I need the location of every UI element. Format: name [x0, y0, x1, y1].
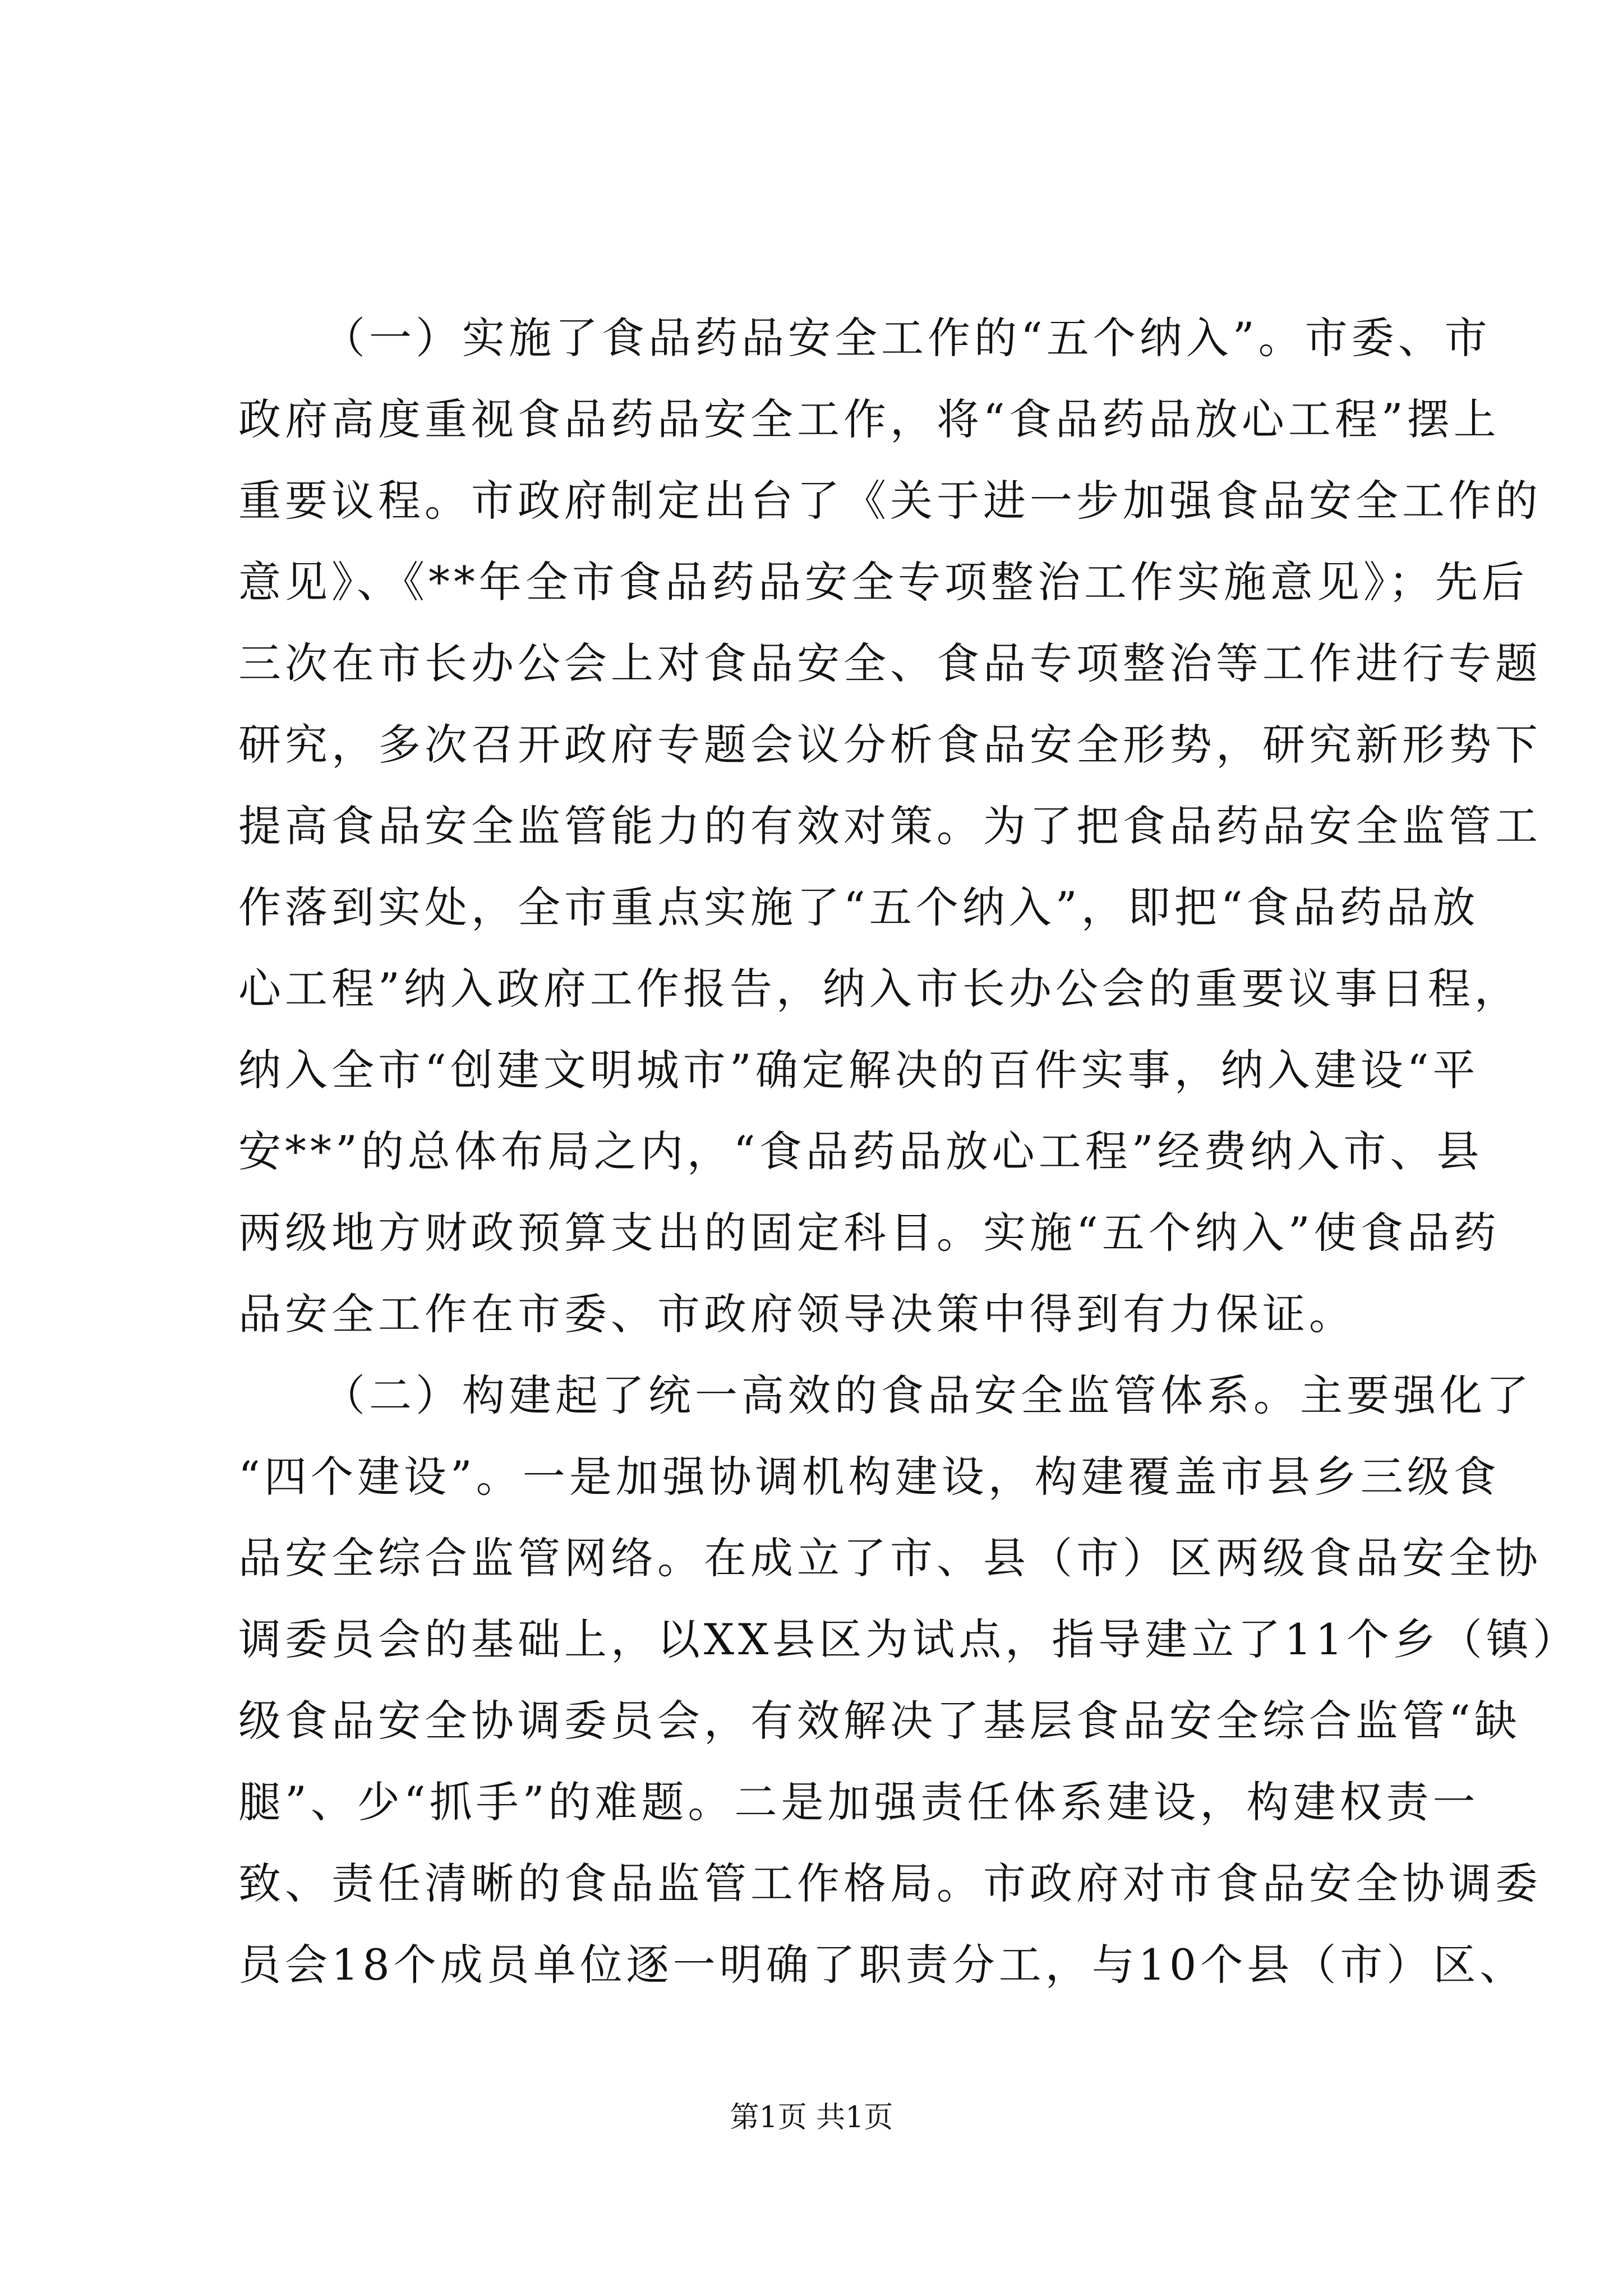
paragraph-2-line: 员会18个成员单位逐一明确了职责分工，与10个县（市）区、 [238, 1940, 1527, 1990]
paragraph-1-line: 两级地方财政预算支出的固定科目。实施“五个纳入”使食品药 [238, 1208, 1500, 1258]
paragraph-2-line: 致、责任清晰的食品监管工作格局。市政府对市食品安全协调委 [238, 1858, 1542, 1908]
paragraph-1-line: 品安全工作在市委、市政府领导决策中得到有力保证。 [238, 1289, 1355, 1339]
paragraph-1-line: 重要议程。市政府制定出台了《关于进一步加强食品安全工作的 [238, 476, 1542, 526]
paragraph-1-line: 安**”的总体布局之内，“食品药品放心工程”经费纳入市、县 [238, 1126, 1483, 1176]
page-number-footer: 第1页 共1页 [730, 2101, 893, 2134]
paragraph-2-line: 腿”、少“抓手”的难题。二是加强责任体系建设，构建权责一 [238, 1777, 1479, 1827]
paragraph-1-line: 提高食品安全监管能力的有效对策。为了把食品药品安全监管工 [238, 801, 1542, 851]
paragraph-1-line: 纳入全市“创建文明城市”确定解决的百件实事，纳入建设“平 [238, 1045, 1479, 1095]
paragraph-2-line: （二）构建起了统一高效的食品安全监管体系。主要强化了 [322, 1370, 1533, 1420]
paragraph-2-line: “四个建设”。一是加强协调机构建设，构建覆盖市县乡三级食 [238, 1452, 1500, 1502]
paragraph-1-line: 政府高度重视食品药品安全工作，将“食品药品放心工程”摆上 [238, 394, 1500, 444]
document-body [238, 297, 1579, 2005]
paragraph-1-line: （一）实施了食品药品安全工作的“五个纳入”。市委、市 [322, 313, 1491, 363]
paragraph-1-line: 意见》、《**年全市食品药品安全专项整治工作实施意见》；先后 [238, 557, 1528, 607]
paragraph-2-line: 调委员会的基础上，以XX县区为试点，指导建立了11个乡（镇） [238, 1614, 1579, 1664]
paragraph-1-line: 作落到实处，全市重点实施了“五个纳入”，即把“食品药品放 [238, 882, 1479, 932]
paragraph-2-line: 级食品安全协调委员会，有效解决了基层食品安全综合监管“缺 [238, 1696, 1521, 1746]
paragraph-1-line: 研究，多次召开政府专题会议分析食品安全形势，研究新形势下 [238, 720, 1542, 770]
paragraph-1-line: 心工程”纳入政府工作报告，纳入市长办公会的重要议事日程， [238, 964, 1521, 1014]
paragraph-2-line: 品安全综合监管网络。在成立了市、县（市）区两级食品安全协 [238, 1533, 1542, 1583]
paragraph-1-line: 三次在市长办公会上对食品安全、食品专项整治等工作进行专题 [238, 638, 1542, 688]
